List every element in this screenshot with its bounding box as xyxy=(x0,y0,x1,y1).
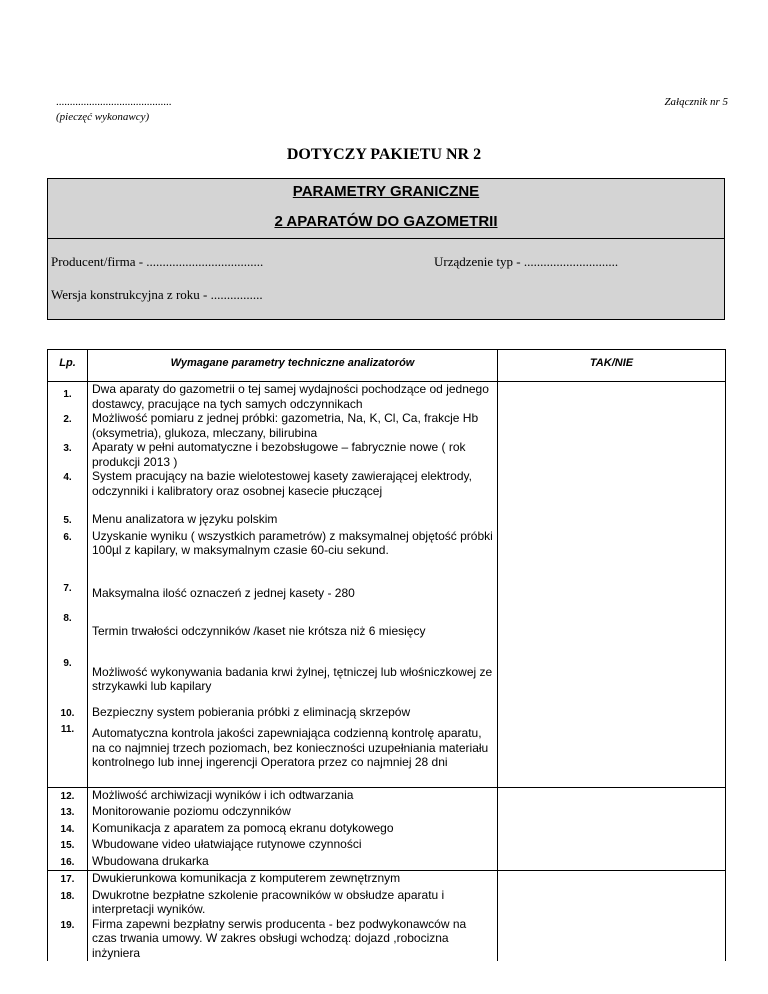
row-text: Automatyczna kontrola jakości zapewniająca codzienną kontrolę aparatu, na co najmniej trzech poziomach, bez konieczności uzupełniania materiału kontrolnego lub innej ingerencji Operatora przez co najmniej 28 dni xyxy=(88,721,498,787)
row-text: Uzyskanie wyniku ( wszystkich parametrów) z maksymalnej objętość próbki 100µl z kapilary, w maksymalnym czasie 60-ciu sekund. xyxy=(88,529,498,580)
header-box xyxy=(47,178,725,320)
table-row xyxy=(48,871,726,888)
table-row xyxy=(48,440,726,469)
row-text: Możliwość archiwizacji wyników i ich odtwarzania xyxy=(88,787,498,804)
row-text: Termin trwałości odczynników /kaset nie krótsza niż 6 miesięcy xyxy=(88,610,498,655)
row-number: 12. xyxy=(48,787,88,804)
table-row xyxy=(48,821,726,838)
table-row xyxy=(48,837,726,854)
row-answer-cell[interactable] xyxy=(498,469,726,512)
table-row xyxy=(48,529,726,580)
header-title-area xyxy=(48,179,724,239)
row-answer-cell[interactable] xyxy=(498,837,726,854)
table-row xyxy=(48,917,726,961)
row-number: 2. xyxy=(48,411,88,440)
row-answer-cell[interactable] xyxy=(498,871,726,888)
row-text: Bezpieczny system pobierania próbki z eliminacją skrzepów xyxy=(88,705,498,722)
table-row xyxy=(48,854,726,871)
table-row xyxy=(48,888,726,917)
row-answer-cell[interactable] xyxy=(498,854,726,871)
version-year-field: Wersja konstrukcyjna z roku - ................ xyxy=(51,287,263,302)
row-answer-cell[interactable] xyxy=(498,721,726,787)
table-row xyxy=(48,411,726,440)
producer-field: Producent/firma - .................................... xyxy=(51,254,264,269)
row-answer-cell[interactable] xyxy=(498,382,726,412)
row-number: 14. xyxy=(48,821,88,838)
device-type-field: Urządzenie typ - ............................. xyxy=(434,254,619,269)
row-text: Menu analizatora w języku polskim xyxy=(88,512,498,529)
row-answer-cell[interactable] xyxy=(498,440,726,469)
row-answer-cell[interactable] xyxy=(498,821,726,838)
row-number: 5. xyxy=(48,512,88,529)
table-row xyxy=(48,469,726,512)
row-number: 19. xyxy=(48,917,88,961)
annex-label: Załącznik nr 5 xyxy=(664,96,728,108)
row-text: Komunikacja z aparatem za pomocą ekranu dotykowego xyxy=(88,821,498,838)
table-row xyxy=(48,382,726,412)
row-text: Maksymalna ilość oznaczeń z jednej kasety - 280 xyxy=(88,580,498,610)
row-answer-cell[interactable] xyxy=(498,411,726,440)
table-row xyxy=(48,610,726,655)
row-text: Możliwość wykonywania badania krwi żylnej, tętniczej lub włośniczkowej ze strzykawki lub kapilary xyxy=(88,655,498,705)
header-title-line1: PARAMETRY GRANICZNE xyxy=(292,183,480,200)
table-row xyxy=(48,721,726,787)
table-row xyxy=(48,705,726,722)
row-text: System pracujący na bazie wielotestowej kasety zawierającej elektrody, odczynniki i kalibratory oraz osobnej kasecie płuczącej xyxy=(88,469,498,512)
row-answer-cell[interactable] xyxy=(498,529,726,580)
row-text: Możliwość pomiaru z jednej próbki: gazometria, Na, K, Cl, Ca, frakcje Hb (oksymetria), glukoza, mleczany, bilirubina xyxy=(88,411,498,440)
row-number: 3. xyxy=(48,440,88,469)
row-answer-cell[interactable] xyxy=(498,705,726,722)
parameters-table xyxy=(47,349,726,961)
row-number: 13. xyxy=(48,804,88,821)
row-answer-cell[interactable] xyxy=(498,787,726,804)
row-text: Firma zapewni bezpłatny serwis producenta - bez podwykonawców na czas trwania umowy. W zakres obsługi wchodzą: dojazd ,robocizna inżyniera xyxy=(88,917,498,961)
row-number: 9. xyxy=(48,655,88,705)
row-number: 15. xyxy=(48,837,88,854)
package-title: DOTYCZY PAKIETU NR 2 xyxy=(286,146,482,163)
row-number: 16. xyxy=(48,854,88,871)
table-row xyxy=(48,804,726,821)
row-text: Wbudowana drukarka xyxy=(88,854,498,871)
table-row xyxy=(48,787,726,804)
row-number: 18. xyxy=(48,888,88,917)
table-row xyxy=(48,580,726,610)
row-number: 6. xyxy=(48,529,88,580)
row-answer-cell[interactable] xyxy=(498,512,726,529)
row-number: 11. xyxy=(48,721,88,787)
row-answer-cell[interactable] xyxy=(498,610,726,655)
column-header-answer: TAK/NIE xyxy=(498,350,726,382)
stamp-dotted-line: .......................................... xyxy=(56,96,172,108)
row-number: 1. xyxy=(48,382,88,412)
row-number: 17. xyxy=(48,871,88,888)
row-answer-cell[interactable] xyxy=(498,888,726,917)
row-text: Dwa aparaty do gazometrii o tej samej wydajności pochodzące od jednego dostawcy, pracujące na tych samych odczynnikach xyxy=(88,382,498,412)
row-answer-cell[interactable] xyxy=(498,580,726,610)
table-header-row xyxy=(48,350,726,382)
row-text: Aparaty w pełni automatyczne i bezobsługowe – fabrycznie nowe ( rok produkcji 2013 ) xyxy=(88,440,498,469)
header-title-line2: 2 APARATÓW DO GAZOMETRII xyxy=(274,213,498,230)
row-text: Wbudowane video ułatwiające rutynowe czynności xyxy=(88,837,498,854)
row-answer-cell[interactable] xyxy=(498,655,726,705)
row-number: 10. xyxy=(48,705,88,722)
table-row xyxy=(48,512,726,529)
row-text: Dwukierunkowa komunikacja z komputerem zewnętrznym xyxy=(88,871,498,888)
row-text: Dwukrotne bezpłatne szkolenie pracowników w obsłudze aparatu i interpretacji wyników. xyxy=(88,888,498,917)
column-header-lp: Lp. xyxy=(48,350,88,382)
stamp-label: (pieczęć wykonawcy) xyxy=(56,111,150,123)
row-answer-cell[interactable] xyxy=(498,804,726,821)
row-number: 4. xyxy=(48,469,88,512)
row-text: Monitorowanie poziomu odczynników xyxy=(88,804,498,821)
column-header-params: Wymagane parametry techniczne analizatorów xyxy=(88,350,498,382)
table-row xyxy=(48,655,726,705)
row-number: 7. xyxy=(48,580,88,610)
row-answer-cell[interactable] xyxy=(498,917,726,961)
row-number: 8. xyxy=(48,610,88,655)
